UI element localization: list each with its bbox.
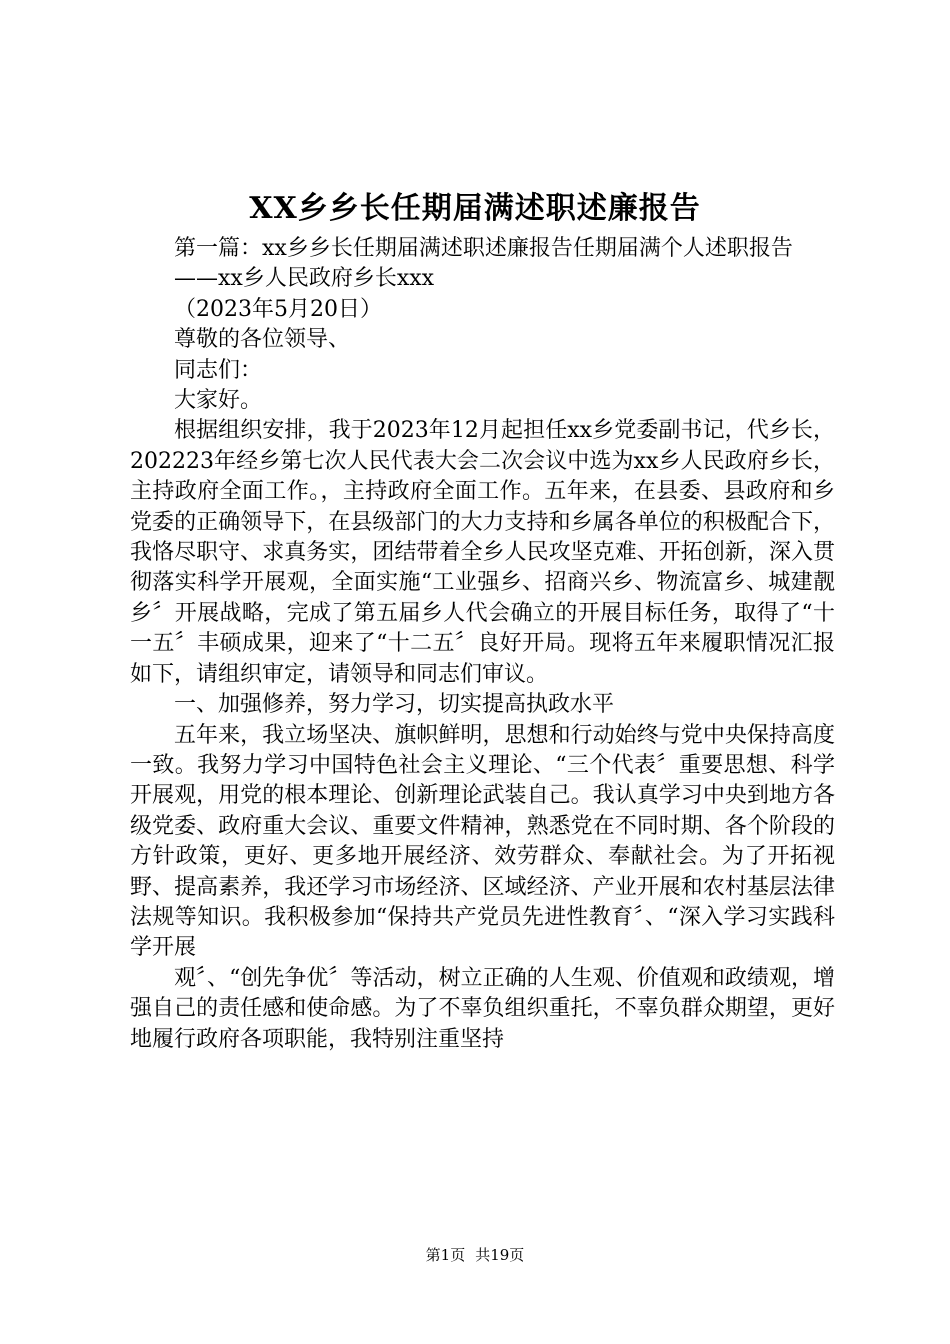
document-title: XX乡乡长任期届满述职述廉报告 [249, 191, 701, 226]
page-footer [0, 1243, 950, 1267]
paragraph: 观〞、“创先争优〞等活动，树立正确的人生观、价值观和政绩观，增强自己的责任感和使命感。为了不辜负组织重托，不辜负群众期望，更好地履行政府各项职能，我特别注重坚持 [130, 965, 835, 1052]
section-heading: 一、加强修养，努力学习，切实提高执政水平 [174, 692, 615, 718]
paragraph: 五年来，我立场坚决、旗帜鲜明，思想和行动始终与党中央保持高度一致。我努力学习中国特色社会主义理论、“三个代表〞重要思想、科学开展观，用党的根本理论、创新理论武装自己。我认真学习中央到地方各级党委、政府重大会议、重要文件精神，熟悉党在不同时期、各个阶段的方针政策，更好、更多地开展经济、效劳群众、奉献社会。为了开拓视野、提高素养，我还学习市场经济、区域经济、产业开展和农村基层法律法规等知识。我积极参加“保持共产党员先进性教育〞、“深入学习实践科学开展 [130, 722, 835, 961]
page-number: 第1页 [425, 1246, 466, 1264]
paragraph: （2023年5月20日） [174, 296, 382, 322]
paragraph: 根据组织安排，我于2023年12月起担任xx乡党委副书记，代乡长，202223年经乡第七次人民代表大会二次会议中选为xx乡人民政府乡长，主持政府全面工作。，主持政府全面工作。五年来，在县委、县政府和乡党委的正确领导下，在县级部门的大力支持和乡属各单位的积极配合下，我恪尽职守、求真务实，团结带着全乡人民攻坚克难、开拓创新，深入贯彻落实科学开展观，全面实施“工业强乡、招商兴乡、物流富乡、城建靓乡〞开展战略，完成了第五届乡人代会确立的开展目标任务，取得了“十一五〞丰硕成果，迎来了“十二五〞良好开局。现将五年来履职情况汇报如下，请组织审定，请领导和同志们审议。 [130, 418, 835, 687]
paragraph: ——xx乡人民政府乡长xxx [174, 266, 435, 292]
page-total: 共19页 [475, 1246, 525, 1264]
document-body [130, 234, 835, 1055]
paragraph: 尊敬的各位领导、 [174, 327, 351, 353]
paragraph: 第一篇：xx乡乡长任期届满述职述廉报告任期届满个人述职报告 [174, 236, 793, 261]
paragraph: 同志们： [174, 357, 263, 383]
paragraph: 大家好。 [174, 388, 263, 414]
